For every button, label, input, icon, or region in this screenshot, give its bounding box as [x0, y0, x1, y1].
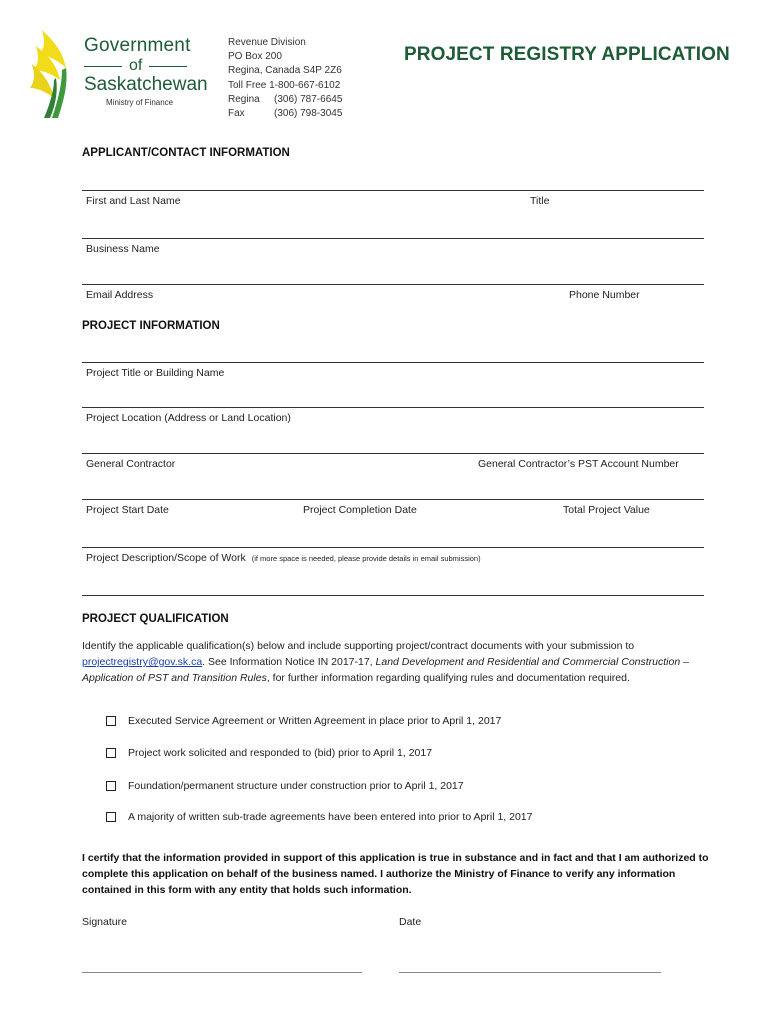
checkbox[interactable]: [106, 812, 116, 822]
logo-government-text: Government: [84, 35, 191, 56]
project-heading: PROJECT INFORMATION: [82, 320, 220, 332]
completion-date-label: Project Completion Date: [303, 504, 417, 516]
logo-of-text: of: [129, 57, 143, 74]
signature-line[interactable]: [82, 972, 362, 973]
toll-free-text: Toll Free 1-800-667-6102: [228, 79, 341, 91]
logo-rule-right: [149, 66, 187, 67]
fax-row: [228, 107, 342, 121]
option-label: Executed Service Agreement or Written Agreement in place prior to April 1, 2017: [128, 715, 502, 727]
location-label: Project Location (Address or Land Location): [86, 412, 291, 424]
logo-ministry-text: Ministry of Finance: [106, 98, 174, 107]
city-text: Regina, Canada S4P 2Z6: [228, 65, 342, 77]
division-text: Revenue Division: [228, 37, 306, 48]
description-end-line[interactable]: [82, 595, 704, 596]
location-field-line[interactable]: [82, 407, 704, 408]
registry-email-link[interactable]: projectregistry@gov.sk.ca: [82, 656, 203, 668]
qualification-heading: PROJECT QUALIFICATION: [82, 613, 229, 625]
certification-statement: I certify that the information provided in support of this application is true in substance and in fact and that I am authorized to complete this application on behalf of the business named. I authorize the Ministry of Finance to verify any information contained in this form with any entity that holds such information.: [82, 852, 709, 896]
qualification-option-4[interactable]: [106, 811, 532, 823]
government-logo: [28, 28, 208, 120]
project-title-field-line[interactable]: [82, 362, 704, 363]
project-title-label: Project Title or Building Name: [86, 367, 225, 379]
po-box-text: PO Box 200: [228, 51, 282, 63]
date-label: Date: [399, 916, 422, 928]
total-value-label: Total Project Value: [563, 504, 650, 516]
fax-label: Fax: [228, 108, 245, 120]
option-label: Project work solicited and responded to (bid) prior to April 1, 2017: [128, 747, 433, 759]
intro-text-3: , for further information regarding qualifying rules and documentation required.: [266, 672, 630, 684]
qualification-intro: [82, 638, 722, 686]
gc-pst-label: General Contractor’s PST Account Number: [478, 458, 679, 470]
description-label: Project Description/Scope of Work: [86, 552, 246, 564]
business-name-label: Business Name: [86, 243, 160, 255]
general-contractor-label: General Contractor: [86, 458, 176, 470]
description-note: (if more space is needed, please provide details in email submission): [251, 554, 481, 563]
email-field-line[interactable]: [82, 284, 704, 285]
regina-phone: (306) 787-6645: [274, 93, 343, 105]
signature-label: Signature: [82, 916, 127, 928]
checkbox[interactable]: [106, 716, 116, 726]
intro-text-2: . See Information Notice IN 2017-17,: [202, 656, 376, 668]
first-last-name-label: First and Last Name: [86, 195, 181, 207]
checkbox[interactable]: [106, 748, 116, 758]
logo-saskatchewan-text: Saskatchewan: [84, 74, 208, 95]
intro-text-1: Identify the applicable qualification(s) below and include supporting project/contract documents with your submission to: [82, 640, 635, 652]
option-label: Foundation/permanent structure under construction prior to April 1, 2017: [128, 780, 464, 792]
business-name-field-line[interactable]: [82, 238, 704, 239]
email-label: Email Address: [86, 289, 154, 301]
contractor-field-line[interactable]: [82, 453, 704, 454]
address-block: [228, 36, 342, 121]
start-date-label: Project Start Date: [86, 504, 169, 516]
option-label: A majority of written sub-trade agreements have been entered into prior to April 1, 2017: [128, 811, 533, 823]
applicant-heading: APPLICANT/CONTACT INFORMATION: [82, 147, 290, 159]
checkbox[interactable]: [106, 781, 116, 791]
description-label-row: [86, 552, 481, 564]
phone-label: Phone Number: [569, 289, 640, 301]
form-title: PROJECT REGISTRY APPLICATION: [404, 44, 730, 65]
regina-phone-row: [228, 93, 342, 107]
fax-phone: (306) 798-3045: [274, 108, 343, 120]
date-line[interactable]: [399, 972, 661, 973]
qualification-option-1[interactable]: [106, 715, 501, 727]
title-label: Title: [530, 195, 550, 207]
description-field-line[interactable]: [82, 547, 704, 548]
logo-rule-left: [84, 66, 122, 67]
qualification-option-3[interactable]: [106, 780, 464, 792]
regina-label: Regina: [228, 93, 260, 105]
dates-field-line[interactable]: [82, 499, 704, 500]
name-field-line[interactable]: [82, 190, 704, 191]
qualification-option-2[interactable]: [106, 747, 432, 759]
notice-title: Land Development and Residential and Commercial Construction – Application of PST and Transition Rules: [82, 656, 689, 684]
wheat-sheaf-icon: [28, 28, 84, 120]
